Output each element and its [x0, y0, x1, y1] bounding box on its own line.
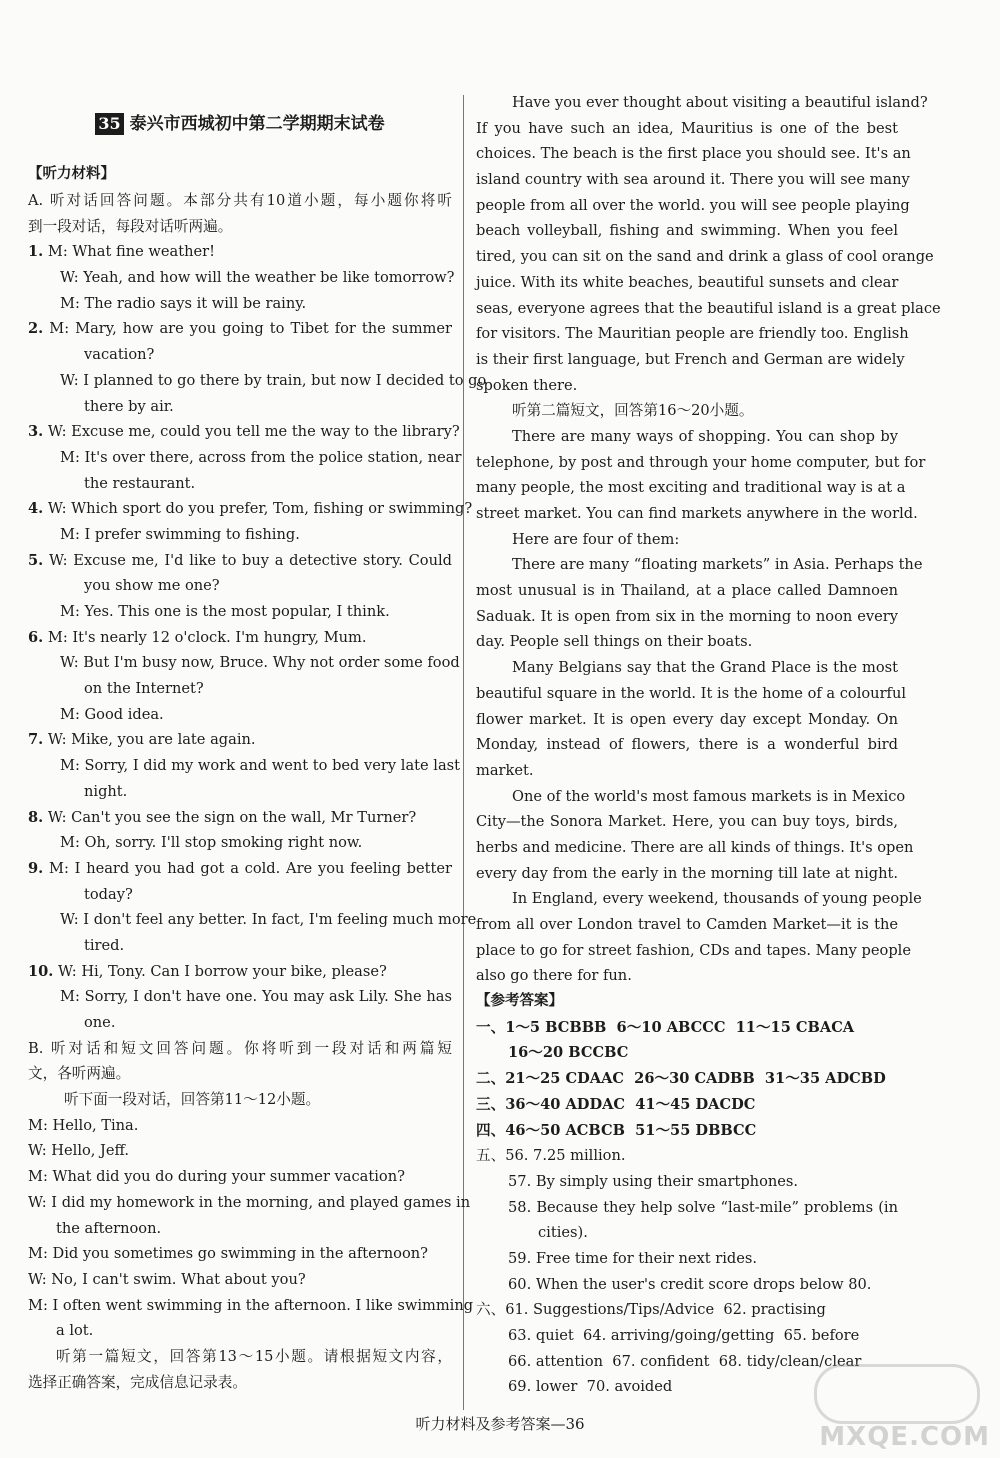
dialogue-line: vacation?	[84, 346, 155, 364]
dialogue-line: you show me one?	[84, 577, 220, 595]
text-line: juice. With its white beaches, beautiful sunsets and clear	[476, 273, 899, 291]
text-line: many people, the most exciting and traditional way is at a	[476, 479, 906, 497]
watermark-logo-icon	[814, 1364, 980, 1424]
text-line: If you have such an idea, Mauritius is one of the best	[476, 119, 898, 137]
text-line: 文，各听两遍。	[28, 1065, 131, 1083]
text-line: One of the world's most famous markets is in Mexico	[512, 787, 906, 805]
answer-line: 一、1～5 BCBBB 6～10 ABCCC 11～15 CBACA	[476, 1018, 855, 1036]
answer-line: 二、21～25 CDAAC 26～30 CADBB 31～35 ADCBD	[476, 1070, 886, 1088]
answer-line: 66. attention 67. confident 68. tidy/clean/clear	[508, 1352, 862, 1370]
dialogue-line: W: I don't feel any better. In fact, I'm feeling much more	[60, 911, 477, 929]
text-line: Here are four of them:	[512, 530, 680, 548]
text-line: also go there for fun.	[476, 967, 632, 985]
text-line: day. People sell things on their boats.	[476, 633, 753, 651]
left-column	[28, 160, 487, 1398]
text-line: 听第二篇短文，回答第16～20小题。	[512, 402, 754, 420]
text-line: island country with sea around it. There you will see many	[476, 171, 910, 189]
dialogue-line: M: I often went swimming in the afternoon. I like swimming	[28, 1296, 474, 1314]
test-number-badge: 35	[95, 113, 123, 135]
dialogue-line: W: Yeah, and how will the weather be like tomorrow?	[60, 269, 455, 287]
answer-line: cities).	[538, 1224, 588, 1242]
dialogue-line: W: I did my homework in the morning, and played games in	[28, 1193, 471, 1211]
text-line: 选择正确答案，完成信息记录表。	[28, 1373, 247, 1391]
dialogue-line: M: Sorry, I don't have one. You may ask Lily. She has	[60, 988, 452, 1006]
dialogue-line: M: What did you do during your summer vacation?	[28, 1168, 405, 1186]
text-line: Monday, instead of flowers, there is a wonderful bird	[476, 736, 898, 754]
dialogue-line: 6. M: It's nearly 12 o'clock. I'm hungry, Mum.	[28, 628, 367, 646]
dialogue-line: M: It's over there, across from the police station, near	[60, 448, 462, 466]
dialogue-line: 9. M: I heard you had got a cold. Are you feeling better	[28, 859, 452, 877]
dialogue-line: 2. M: Mary, how are you going to Tibet for the summer	[28, 320, 452, 338]
text-line: There are many ways of shopping. You can shop by	[512, 427, 898, 445]
text-line: seas, everyone agrees that the beautiful island is a great place	[476, 299, 941, 317]
text-line: from all over London travel to Camden Market—it is the	[476, 916, 898, 933]
answer-line: 59. Free time for their next rides.	[508, 1249, 758, 1267]
dialogue-line: 1. M: What fine weather!	[28, 243, 215, 261]
answer-line: 六、61. Suggestions/Tips/Advice 62. practising	[476, 1301, 826, 1319]
text-line: Saduak. It is open from six in the morning to noon every	[476, 607, 898, 625]
text-line: tired, you can sit on the sand and drink a glass of cool orange	[476, 248, 934, 266]
watermark-site: MXQE.COM	[819, 1422, 990, 1452]
dialogue-line: today?	[84, 885, 133, 903]
text-line: There are many “floating markets” in Asia. Perhaps the	[512, 556, 923, 574]
answer-line: 63. quiet 64. arriving/going/getting 65. before	[508, 1327, 860, 1344]
text-line: Many Belgians say that the Grand Place is the most	[512, 659, 898, 677]
dialogue-line: 10. W: Hi, Tony. Can I borrow your bike, please?	[28, 962, 387, 980]
text-line: spoken there.	[476, 376, 578, 394]
text-line: 到一段对话，每段对话听两遍。	[28, 217, 233, 235]
dialogue-line: the restaurant.	[84, 474, 196, 492]
dialogue-line: W: But I'm busy now, Bruce. Why not order some food	[60, 654, 460, 672]
text-line: beautiful square in the world. It is the home of a colourful	[476, 684, 907, 702]
answer-line: 60. When the user's credit score drops below 80.	[508, 1275, 872, 1293]
text-line: B. 听对话和短文回答问题。你将听到一段对话和两篇短	[28, 1039, 452, 1057]
text-line: people from all over the world. you will see people playing	[476, 196, 910, 214]
answer-line: 五、56. 7.25 million.	[476, 1147, 626, 1165]
dialogue-line: 5. W: Excuse me, I'd like to buy a detective story. Could	[28, 551, 452, 569]
dialogue-line: 4. W: Which sport do you prefer, Tom, fishing or swimming?	[28, 500, 473, 518]
dialogue-line: night.	[84, 782, 128, 800]
dialogue-line: M: I prefer swimming to fishing.	[60, 525, 300, 543]
column-divider	[463, 95, 464, 1410]
text-line: street market. You can find markets anywhere in the world.	[476, 505, 918, 522]
text-line: for visitors. The Mauritian people are friendly too. English	[476, 325, 909, 343]
text-line: every day from the early in the morning till late at night.	[476, 864, 898, 882]
dialogue-line: 7. W: Mike, you are late again.	[28, 731, 256, 749]
watermark	[810, 1364, 990, 1452]
dialogue-line: M: The radio says it will be rainy.	[60, 294, 307, 312]
right-column	[476, 90, 941, 1398]
dialogue-line: 3. W: Excuse me, could you tell me the way to the library?	[28, 423, 460, 441]
text-line: most unusual is in Thailand, at a place called Damnoen	[476, 582, 898, 600]
text-line: 听第一篇短文，回答第13～15小题。请根据短文内容，	[56, 1347, 452, 1365]
text-line: Have you ever thought about visiting a beautiful island?	[512, 94, 928, 111]
dialogue-line: a lot.	[56, 1322, 94, 1340]
dialogue-line: M: Oh, sorry. I'll stop smoking right now.	[60, 834, 363, 852]
dialogue-line: there by air.	[84, 397, 174, 415]
text-line: telephone, by post and through your home computer, but for	[476, 453, 926, 471]
text-line: choices. The beach is the first place you should see. It's an	[476, 145, 911, 163]
dialogue-line: M: Sorry, I did my work and went to bed very late last	[60, 757, 461, 775]
dialogue-line: W: No, I can't swim. What about you?	[28, 1270, 306, 1288]
answer-line: 16～20 BCCBC	[508, 1044, 629, 1062]
text-line: flower market. It is open every day except Monday. On	[476, 710, 898, 728]
text-line: In England, every weekend, thousands of young people	[512, 890, 922, 908]
answer-line: 69. lower 70. avoided	[508, 1378, 673, 1396]
answer-line: 58. Because they help solve “last-mile” problems (in	[508, 1198, 898, 1216]
text-line: A. 听对话回答问题。本部分共有10道小题，每小题你将听	[28, 192, 452, 209]
text-line: City—the Sonora Market. Here, you can buy toys, birds,	[476, 813, 898, 831]
dialogue-line: one.	[84, 1014, 116, 1031]
answer-line: 57. By simply using their smartphones.	[508, 1172, 799, 1190]
text-line: herbs and medicine. There are all kinds of things. It's open	[476, 838, 914, 856]
text-line: 听下面一段对话，回答第11～12小题。	[64, 1091, 321, 1109]
dialogue-line: 8. W: Can't you see the sign on the wall, Mr Turner?	[28, 808, 417, 826]
text-line: market.	[476, 761, 534, 779]
dialogue-line: on the Internet?	[84, 680, 204, 698]
text-line: place to go for street fashion, CDs and tapes. Many people	[476, 941, 911, 959]
dialogue-line: W: I planned to go there by train, but now I decided to go	[60, 371, 487, 389]
section-listening-material: 【听力材料】	[28, 166, 115, 182]
dialogue-line: M: Did you sometimes go swimming in the afternoon?	[28, 1245, 428, 1263]
dialogue-line: tired.	[84, 936, 125, 954]
test-title: 泰兴市西城初中第二学期期末试卷	[129, 114, 385, 134]
page-title	[28, 104, 452, 144]
answer-line: 三、36～40 ADDAC 41～45 DACDC	[476, 1095, 756, 1113]
answer-line: 四、46～50 ACBCB 51～55 DBBCC	[476, 1121, 757, 1139]
text-line: beach volleyball, fishing and swimming. When you feel	[476, 222, 898, 240]
dialogue-line: M: Yes. This one is the most popular, I think.	[60, 603, 390, 620]
section-answer-key: 【参考答案】	[476, 993, 563, 1010]
dialogue-line: M: Hello, Tina.	[28, 1116, 139, 1134]
dialogue-line: the afternoon.	[56, 1219, 162, 1237]
dialogue-line: W: Hello, Jeff.	[28, 1142, 130, 1160]
text-line: is their first language, but French and German are widely	[476, 350, 905, 368]
dialogue-line: M: Good idea.	[60, 705, 164, 723]
page-footer: 听力材料及参考答案—36	[415, 1415, 585, 1433]
